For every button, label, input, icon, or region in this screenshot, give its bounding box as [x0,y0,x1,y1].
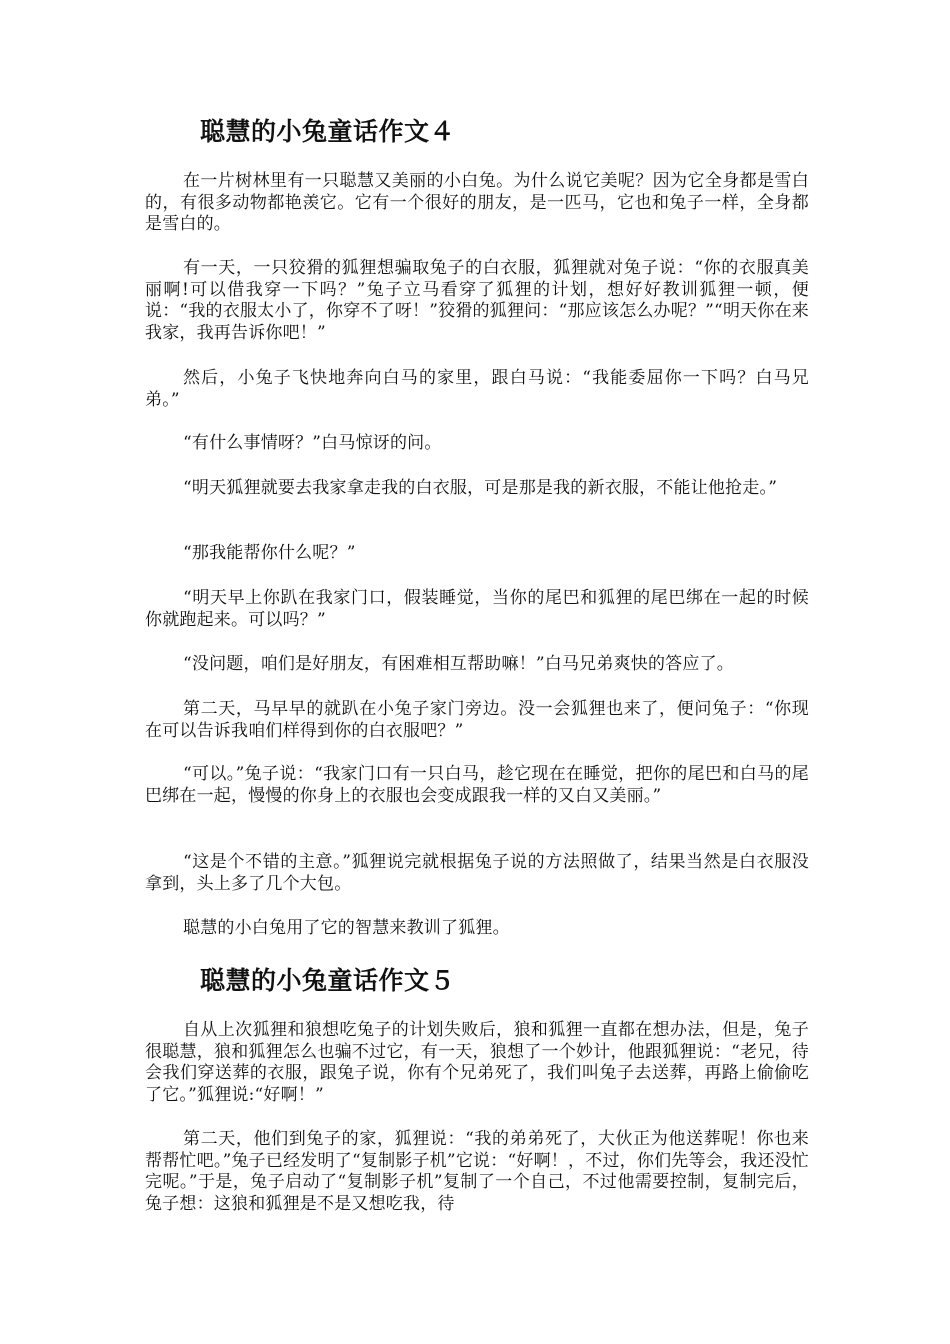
section-title-5: 聪慧的小兔童话作文５ [200,966,456,995]
paragraph: 有一天，一只狡猾的狐狸想骗取兔子的白衣服，狐狸就对兔子说：“你的衣服真美丽啊!可以借我穿一下吗？”兔子立马看穿了狐狸的计划，想好好教训狐狸一顿，便说：“我的衣服太小了，你穿不了呀！”狡猾的狐狸问：“那应该怎么办呢？”“明天你在来我家，我再告诉你吧！” [145,258,809,343]
paragraph: “明天早上你趴在我家门口，假装睡觉，当你的尾巴和狐狸的尾巴绑在一起的时候你就跑起来。可以吗？” [145,588,809,630]
paragraph: “那我能帮你什么呢？” [183,543,356,563]
paragraph: 聪慧的小白兔用了它的智慧来教训了狐狸。 [183,918,510,938]
paragraph: “没问题，咱们是好朋友，有困难相互帮助嘛！”白马兄弟爽快的答应了。 [183,654,734,674]
paragraph: “可以。”兔子说：“我家门口有一只白马，趁它现在在睡觉，把你的尾巴和白马的尾巴绑在一起，慢慢的你身上的衣服也会变成跟我一样的又白又美丽。” [145,764,809,806]
paragraph: “有什么事情呀？”白马惊讶的问。 [183,433,442,453]
paragraph: 第二天，他们到兔子的家，狐狸说：“我的弟弟死了，大伙正为他送葬呢！你也来帮帮忙吧。”兔子已经发明了“复制影子机”它说：“好啊！，不过，你们先等会，我还没忙完呢。”于是，兔子启动了“复制影子机”复制了一个自己，不过他需要控制，复制完后，兔子想：这狼和狐狸是不是又想吃我，待 [145,1129,809,1214]
paragraph: 第二天，马早早的就趴在小兔子家门旁边。没一会狐狸也来了，便问兔子：“你现在可以告诉我咱们样得到你的白衣服吧？” [145,699,809,741]
section-title-4: 聪慧的小兔童话作文４ [200,117,456,146]
paragraph: “这是个不错的主意。”狐狸说完就根据兔子说的方法照做了，结果当然是白衣服没拿到，头上多了几个大包。 [145,852,809,894]
paragraph: 自从上次狐狸和狼想吃兔子的计划失败后，狼和狐狸一直都在想办法，但是，兔子很聪慧，狼和狐狸怎么也骗不过它，有一天，狼想了一个妙计，他跟狐狸说：“老兄，待会我们穿送葬的衣服，跟兔子说，你有个兄弟死了，我们叫兔子去送葬，再路上偷偷吃了它。”狐狸说:“好啊！” [145,1020,809,1105]
paragraph: “明天狐狸就要去我家拿走我的白衣服，可是那是我的新衣服，不能让他抢走。” [183,478,778,498]
paragraph: 在一片树林里有一只聪慧又美丽的小白兔。为什么说它美呢？因为它全身都是雪白的，有很多动物都艳羡它。它有一个很好的朋友，是一匹马，它也和兔子一样，全身都是雪白的。 [145,171,809,234]
paragraph: 然后，小兔子飞快地奔向白马的家里，跟白马说：“我能委屈你一下吗？白马兄弟。” [145,368,809,410]
